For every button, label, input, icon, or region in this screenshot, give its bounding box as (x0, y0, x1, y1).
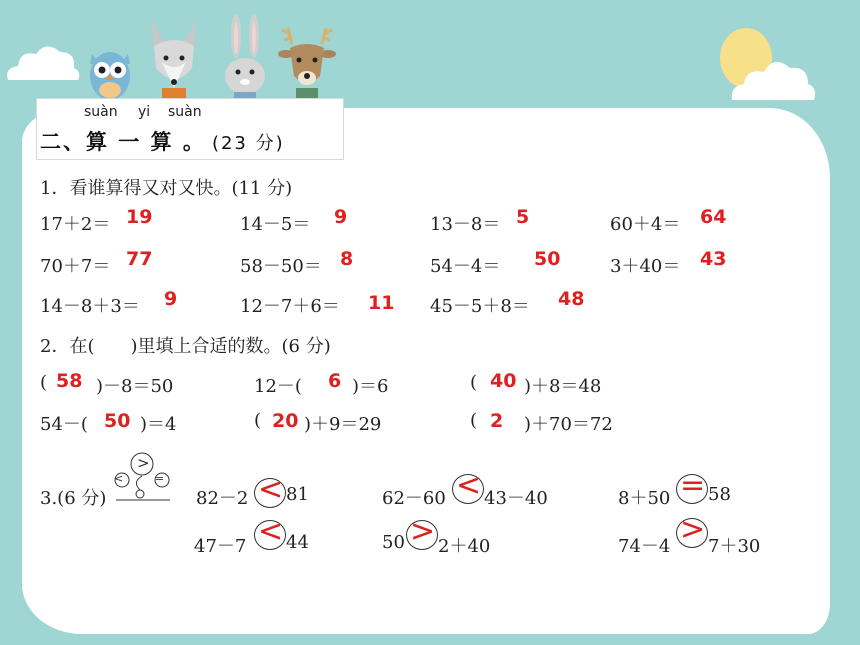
part1-answer: 43 (700, 248, 727, 270)
pinyin-yi: yi (138, 104, 151, 120)
compare-right: 58 (708, 484, 731, 505)
part1-answer: 48 (558, 288, 585, 310)
part2-pre: 12－( (254, 376, 302, 397)
part2-answer: 40 (490, 370, 517, 392)
part1-question: 3＋40＝ (610, 256, 681, 277)
part1-question: 14－8＋3＝ (40, 296, 140, 317)
compare-right: 81 (286, 484, 309, 505)
part2-heading: 2．在( )里填上合适的数。(6 分) (40, 336, 331, 357)
part2-post: )＋8＝48 (524, 376, 602, 397)
part2-pre: ( (40, 372, 48, 393)
part2-post: )＋9＝29 (304, 414, 382, 435)
part1-answer: 8 (340, 248, 354, 270)
icon-equals: = (155, 472, 165, 485)
part1-answer: 19 (126, 206, 153, 228)
part2-answer: 6 (328, 370, 342, 392)
compare-left: 47－7 (194, 536, 247, 557)
compare-left: 50 (382, 532, 405, 553)
cloud-left-icon (2, 40, 82, 84)
compare-right: 7＋30 (708, 536, 761, 557)
cloud-right-icon (728, 52, 818, 102)
part1-answer: 11 (368, 292, 395, 314)
part2-answer: 58 (56, 370, 83, 392)
part2-answer: 2 (490, 410, 504, 432)
part1-heading: 1．看谁算得又对又快。(11 分) (40, 178, 293, 199)
part2-pre: 54－( (40, 414, 88, 435)
part2-post: )＝6 (352, 376, 389, 397)
icon-greater-than: > (137, 454, 150, 472)
part1-question: 60＋4＝ (610, 214, 681, 235)
section-score: (23 分) (211, 133, 285, 154)
part2-post: )＋70＝72 (524, 414, 613, 435)
part1-question: 58－50＝ (240, 256, 322, 277)
part1-answer: 77 (126, 248, 153, 270)
compare-symbol: < (258, 472, 284, 507)
part1-question: 13－8＝ (430, 214, 501, 235)
compare-left: 82－2 (196, 488, 249, 509)
fox-icon (148, 16, 200, 102)
compare-symbol: > (680, 512, 706, 547)
compare-symbol: = (680, 468, 706, 503)
icon-less-than: < (114, 472, 124, 485)
part1-question: 17＋2＝ (40, 214, 111, 235)
compare-symbol: < (258, 514, 284, 549)
part2-pre: ( (470, 410, 478, 431)
pinyin-suan-1: suàn (84, 104, 118, 120)
compare-symbol: < (456, 468, 482, 503)
part1-answer: 50 (534, 248, 561, 270)
part1-question: 54－4＝ (430, 256, 501, 277)
compare-left: 8＋50 (618, 488, 671, 509)
part2-pre: ( (254, 410, 262, 431)
part3-heading: 3.(6 分) (40, 488, 107, 509)
part1-question: 14－5＝ (240, 214, 311, 235)
part2-answer: 50 (104, 410, 131, 432)
part2-answer: 20 (272, 410, 299, 432)
part2-pre: ( (470, 372, 478, 393)
part1-answer: 64 (700, 206, 727, 228)
part2-post: )＝4 (140, 414, 177, 435)
section-title-text: 二、算 一 算 。 (40, 130, 206, 154)
part1-question: 12－7＋6＝ (240, 296, 340, 317)
section-title (40, 126, 285, 156)
compare-left: 62－60 (382, 488, 446, 509)
deer-icon (278, 14, 336, 102)
part1-question: 45－5＋8＝ (430, 296, 530, 317)
compare-right: 44 (286, 532, 309, 553)
part2-post: )－8＝50 (96, 376, 174, 397)
part1-question: 70＋7＝ (40, 256, 111, 277)
compare-right: 2＋40 (438, 536, 491, 557)
compare-right: 43－40 (484, 488, 548, 509)
owl-icon (86, 40, 134, 102)
part1-answer: 9 (164, 288, 178, 310)
pinyin-suan-2: suàn (168, 104, 202, 120)
compare-symbol: > (410, 514, 436, 549)
part1-answer: 9 (334, 206, 348, 228)
compare-left: 74－4 (618, 536, 671, 557)
rabbit-icon (220, 14, 270, 102)
part1-answer: 5 (516, 206, 530, 228)
